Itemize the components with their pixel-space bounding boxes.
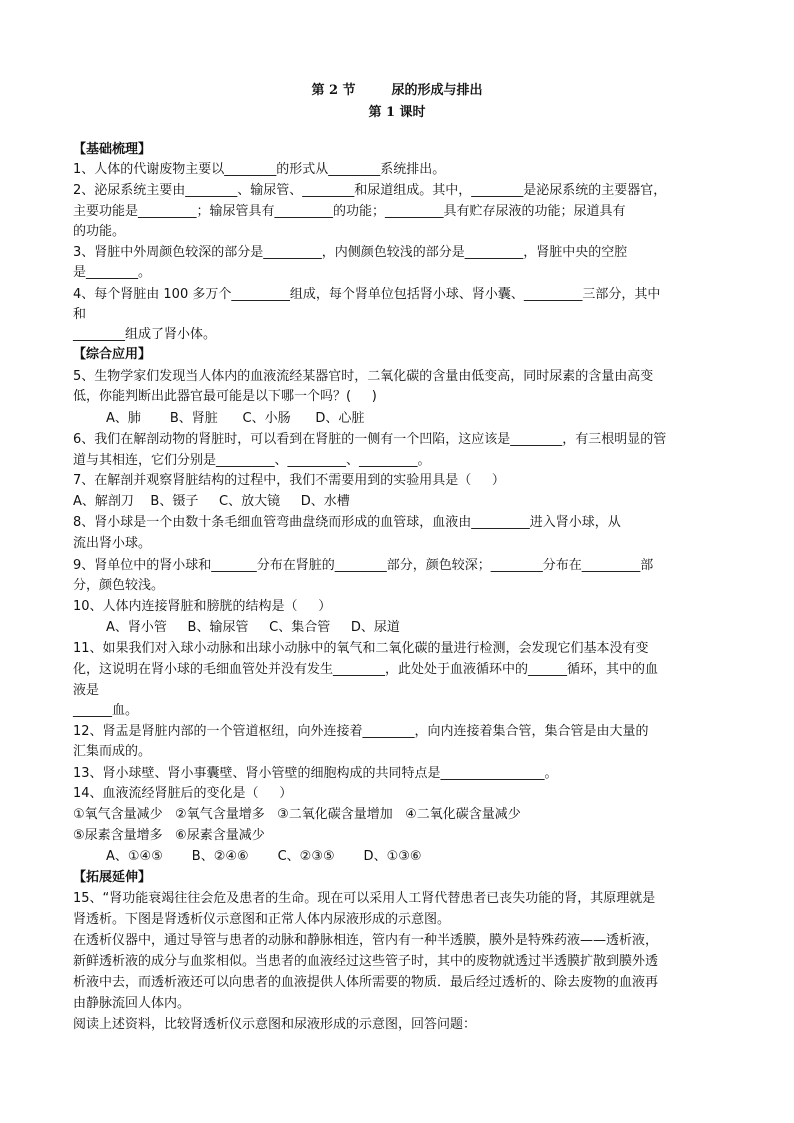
paragraph-line: 阅读上述资料，比较肾透析仪示意图和尿液形成的示意图，回答问题： [73,1017,477,1032]
question-line: ______血。 [73,703,139,718]
section-heading-application: 【综合应用】 [73,347,152,362]
question-line: 11、如果我们对入球小动脉和出球小动脉中的氧气和二氧化碳的量进行检测，会发现它们基本没有变 [73,641,649,656]
answer-options: ⑤尿素含量增多 ⑥尿素含量减少 [73,828,265,843]
question-line: 7、在解剖并观察肾脏结构的过程中，我们不需要用到的实验用具是（ ） [73,473,505,488]
answer-options: A、肾小管 B、输尿管 C、集合管 D、尿道 [106,620,400,635]
paragraph-line: 由静脉流回人体内。 [73,996,191,1011]
question-line: 8、肾小球是一个由数十条毛细血管弯曲盘绕而形成的血管球，血液由_________进入肾小球，从 [73,515,621,530]
answer-options: ①氧气含量减少 ②氧气含量增多 ③二氧化碳含量增加 ④二氧化碳含量减少 [73,807,521,822]
question-line: 汇集而成的。 [73,744,152,759]
paragraph-line: 在透析仪器中，通过导管与患者的动脉和静脉相连，管内有一种半透膜，膜外是特殊药液——透析液， [73,933,659,948]
question-line: 分，颜色较浅。 [73,578,165,593]
section-number: 第 2 节 [311,83,356,98]
question-line: 低，你能判断出此器官最可能是以下哪一个吗？( ) [73,389,377,404]
question-line: 14、血液流经肾脏后的变化是（ ） [73,786,293,801]
section-heading-basics: 【基础梳理】 [73,142,152,157]
page-subtitle: 第 1 课时 [368,105,426,120]
question-line: 液是 [73,683,100,698]
question-line: ________组成了肾小体。 [73,327,217,342]
section-heading-extension: 【拓展延伸】 [73,870,152,885]
section-title: 尿的形成与排出 [391,83,483,98]
question-line: 肾透析。下图是肾透析仪示意图和正常人体内尿液形成的示意图。 [73,912,451,927]
question-line: 10、人体内连接肾脏和膀胱的结构是（ ） [73,599,332,614]
question-line: 5、生物学家们发现当人体内的血液流经某器官时，二氧化碳的含量由低变高，同时尿素的含量由高变 [73,369,654,384]
paragraph-line: 新鲜透析液的成分与血浆相似。当患者的血液经过这些管子时，其中的废物就透过半透膜扩散到膜外透 [73,954,659,969]
question-line: 和 [73,307,87,322]
question-line: 12、肾盂是肾脏内部的一个管道枢纽，向外连接着________，向内连接着集合管，集合管是由大量的 [73,724,649,739]
question-line: 6、我们在解剖动物的肾脏时，可以看到在肾脏的一侧有一个凹陷，这应该是________，有三根明显的管 [73,432,667,447]
paragraph-line: 析液中去，而透析液还可以向患者的血液提供人体所需要的物质．最后经过透析的、除去废物的血液再 [73,975,659,990]
answer-options: A、解剖刀 B、镊子 C、放大镜 D、水槽 [73,494,350,509]
question-line: 3、肾脏中外周颜色较深的部分是_________，内侧颜色较浅的部分是_________，肾脏中央的空腔 [73,245,628,260]
question-line: 4、每个肾脏由 100 多万个_________组成，每个肾单位包括肾小球、肾小囊、_________三部分，其中 [73,287,661,302]
question-line: 化，这说明在肾小球的毛细血管处并没有发生________，此处处于血液循环中的______循环，其中的血 [73,662,659,677]
question-line: 15、“肾功能衰竭往往会危及患者的生命。现在可以采用人工肾代替患者已丧失功能的肾，其原理就是 [73,891,656,906]
question-line: 1、人体的代谢废物主要以________的形式从________系统排出。 [73,162,446,177]
question-line: 流出肾小球。 [73,536,152,551]
question-line: 是________。 [73,265,152,280]
question-line: 主要功能是_________；输尿管具有_________的功能；_________具有贮存尿液的功能；尿道具有 [73,204,626,219]
question-line: 9、肾单位中的肾小球和_______分布在肾脏的________部分，颜色较深；________分布在_________部 [73,558,654,573]
question-line: 2、泌尿系统主要由________、输尿管、________和尿道组成。其中，________是泌尿系统的主要器官， [73,183,667,198]
answer-options: A、①④⑤ B、②④⑥ C、②③⑤ D、①③⑥ [106,849,422,864]
answer-options: A、肺 B、肾脏 C、小肠 D、心脏 [106,411,365,426]
question-line: 的功能。 [73,224,126,239]
question-line: 13、肾小球壁、肾小事囊壁、肾小管壁的细胞构成的共同特点是________________。 [73,766,558,781]
question-line: 道与其相连，它们分别是_________、_________、_________。 [73,453,431,468]
page-title [0,79,794,98]
